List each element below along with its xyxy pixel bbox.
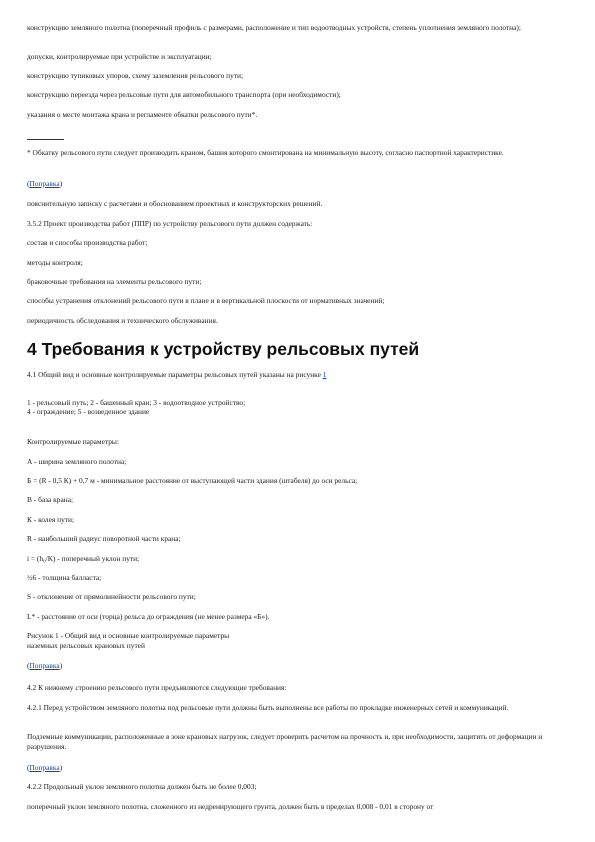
param-item: ½6 - толщина балласта; — [27, 573, 102, 582]
amendment-link[interactable]: Поправка — [29, 179, 60, 188]
list-item: методы контроля; — [27, 258, 83, 267]
cross-slope-paragraph: поперечный уклон земляного полотна, сложенного из недренирующего грунта, должен быть в пределах 0,008 - 0,01 в сторону от — [27, 802, 434, 811]
list-item: конструкцию тупиковых упоров, схему заземления рельсового пути; — [27, 71, 244, 80]
amendment-link[interactable]: Поправка — [29, 661, 60, 670]
list-item: конструкцию земляного полотна (поперечный профиль с размерами, расположение и тип водоотводных устройств, степень уплотнения земляного полотна); — [27, 23, 521, 32]
clause-4-2-1: 4.2.1 Перед устройством земляного полотна под рельсовые пути должны быть выполнены все работы по прокладке инженерных сетей и коммуникаций. — [27, 703, 509, 712]
param-item: Б = (R - 0,5 К) + 0,7 м - минимальное расстояние от выступающей части здания (штабеля) до оси рельса; — [27, 476, 358, 485]
amendment-link[interactable]: Поправка — [29, 763, 60, 772]
footnote: * Обкатку рельсового пути следует производить краном, башня которого смонтирована на минимальную высоту, согласно паспортной характеристике. — [27, 148, 504, 157]
figure-ref-link[interactable]: 1 — [322, 370, 327, 379]
amendment-line: (Поправка) — [27, 661, 63, 670]
list-item: способы устранения отклонений рельсового пути в плане и в вертикальной плоскости от нормативных значений; — [27, 296, 385, 305]
list-item: конструкцию переезда через рельсовые пути для автомобильного транспорта (при необходимости); — [27, 90, 341, 99]
figure-caption-line: наземных рельсовых крановых путей — [27, 641, 145, 650]
amendment-line: (Поправка) — [27, 763, 63, 772]
params-title: Контролируемые параметры: — [27, 437, 119, 446]
list-item: состав и способы производства работ; — [27, 238, 148, 247]
list-item: браковочные требования на элементы рельсового пути; — [27, 277, 202, 286]
clause-3-5-2: 3.5.2 Проект производства работ (ППР) по устройству рельсового пути должен содержать: — [27, 219, 313, 228]
figure-legend-line: 4 - ограждение; 5 - возведенное здание — [27, 407, 150, 416]
clause-4-1 — [27, 370, 572, 380]
list-item: указания о месте монтажа крана и регламенте обкатки рельсового пути*. — [27, 110, 258, 119]
param-item: R - наибольший радиус поворотной части крана; — [27, 534, 181, 543]
clause-4-2-2: 4.2.2 Продольный уклон земляного полотна должен быть не более 0,003; — [27, 782, 257, 791]
param-item: i = (h₀/K) - поперечный уклон пути; — [27, 554, 140, 563]
amendment-line: (Поправка) — [27, 179, 63, 188]
explanatory-note: пояснительную записку с расчетами и обоснованием проектных и конструкторских решений. — [27, 199, 323, 208]
clause-4-1-text: 4.1 Общий вид и основные контролируемые параметры рельсовых путей указаны на рисунке — [27, 370, 323, 379]
list-item: периодичность обследования и технического обслуживания. — [27, 316, 218, 325]
param-item: В - база крана; — [27, 495, 74, 504]
clause-4-2: 4.2 К нижнему строению рельсового пути предъявляются следующие требования: — [27, 683, 287, 692]
param-item: К - колея пути; — [27, 515, 75, 524]
figure-caption-line: Рисунок 1 - Общий вид и основные контролируемые параметры — [27, 631, 230, 640]
section-heading: 4 Требования к устройству рельсовых путей — [27, 339, 420, 359]
param-item: L* - расстояние от оси (торца) рельса до ограждения (не менее размера «Б»). — [27, 612, 270, 621]
list-item: допуски, контролируемые при устройстве и эксплуатации; — [27, 52, 212, 61]
communications-paragraph: Подземные коммуникации, расположенные в зоне крановых нагрузок, следует проверить расчетом на прочность и, при необходимости, защитить от деформации и разрушения. — [27, 732, 543, 751]
figure-legend-line: 1 - рельсовый путь; 2 - башенный кран; 3 - водоотводное устройство; — [27, 398, 246, 407]
param-item: А - ширина земляного полотна; — [27, 457, 127, 466]
param-item: S - отклонение от прямолинейности рельсового пути; — [27, 592, 196, 601]
footnote-divider — [27, 139, 64, 140]
